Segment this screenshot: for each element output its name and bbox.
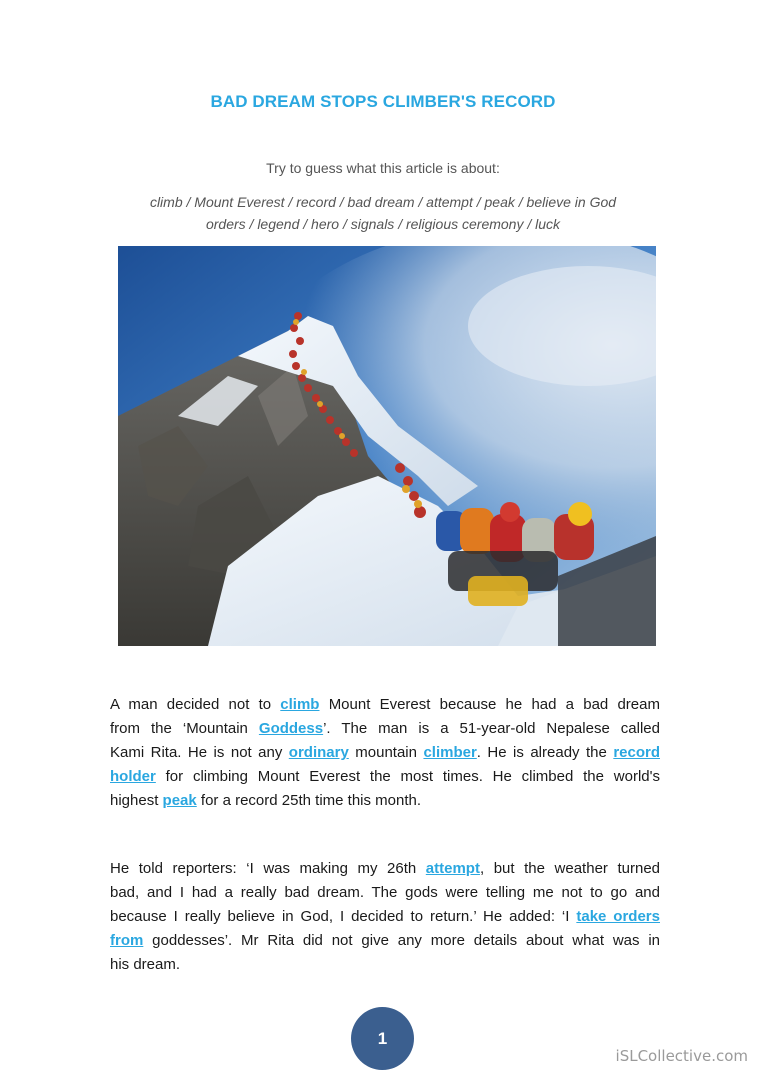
keyword-link-attempt[interactable]: attempt [425, 860, 480, 877]
paragraph-line: bad, and I had a really bad dream. The gods were telling me not to go and [110, 884, 660, 901]
paragraph-line: Kami Rita. He is not any ordinary mountain climber. He is already the record [110, 744, 660, 761]
paragraph-line: He told reporters: ‘I was making my 26th attempt, but the weather turned [110, 860, 660, 877]
article-paragraph-2 [110, 857, 660, 977]
paragraph-line: his dream. [110, 956, 181, 973]
paragraph-line: from goddesses’. Mr Rita did not give any more details about what was in [110, 932, 660, 949]
page-number-badge: 1 [351, 1007, 414, 1070]
paragraph-line: highest peak for a record 25th time this month. [110, 792, 422, 809]
keyword-line-2: orders / legend / hero / signals / religious ceremony / luck [205, 216, 561, 232]
article-title: BAD DREAM STOPS CLIMBER'S RECORD [210, 92, 556, 111]
paragraph-line: because I really believe in God, I decided to return.’ He added: ‘I take orders [110, 908, 660, 925]
keyword-link-goddess[interactable]: Goddess [258, 720, 324, 737]
keyword-line-1: climb / Mount Everest / record / bad dream / attempt / peak / believe in God [149, 194, 617, 210]
keyword-link-climb[interactable]: climb [280, 696, 320, 713]
keyword-link-peak[interactable]: peak [162, 792, 197, 809]
keyword-link-record-holder[interactable]: record [613, 744, 660, 761]
prediction-prompt: Try to guess what this article is about: [266, 160, 500, 176]
keyword-link-take-orders-cont[interactable]: from [110, 932, 144, 949]
article-paragraph-1 [110, 693, 660, 813]
everest-photo [118, 246, 656, 646]
keyword-link-record-holder-cont[interactable]: holder [110, 768, 156, 785]
keyword-link-ordinary[interactable]: ordinary [288, 744, 349, 761]
keyword-list [0, 191, 766, 235]
paragraph-line: A man decided not to climb Mount Everest because he had a bad dream [110, 696, 660, 713]
paragraph-line: holder for climbing Mount Everest the most times. He climbed the world's [110, 768, 660, 785]
paragraph-line: from the ‘Mountain Goddess’. The man is a 51-year-old Nepalese called [110, 720, 660, 737]
watermark: iSLCollective.com [615, 1047, 748, 1065]
keyword-link-climber[interactable]: climber [423, 744, 477, 761]
keyword-link-take-orders[interactable]: take orders [576, 908, 660, 925]
